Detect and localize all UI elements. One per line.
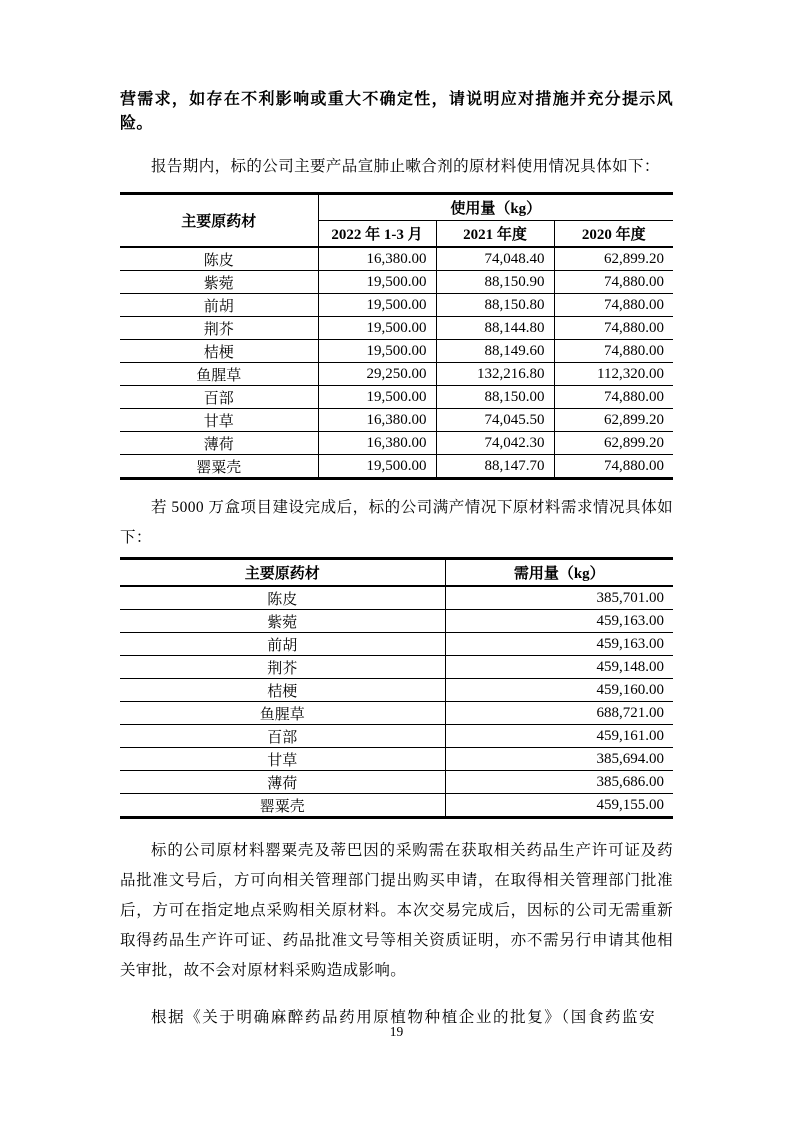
value-2021-cell: 88,144.80	[436, 317, 554, 340]
table-row	[120, 702, 673, 725]
value-2022-cell: 19,500.00	[318, 317, 436, 340]
value-2022-cell: 19,500.00	[318, 340, 436, 363]
demand-value-cell: 385,686.00	[445, 771, 673, 794]
material-cell: 薄荷	[120, 432, 318, 455]
intro-paragraph: 报告期内，标的公司主要产品宣肺止嗽合剂的原材料使用情况具体如下：	[151, 158, 660, 175]
demand-value-cell: 459,155.00	[445, 794, 673, 818]
usage-header-row-1	[120, 194, 673, 221]
material-cell: 荆芥	[120, 656, 445, 679]
value-2021-cell: 74,042.30	[436, 432, 554, 455]
table-row	[120, 432, 673, 455]
table-row	[120, 409, 673, 432]
usage-table-header	[120, 194, 673, 248]
material-cell: 桔梗	[120, 679, 445, 702]
value-2021-cell: 88,150.00	[436, 386, 554, 409]
table-row	[120, 247, 673, 271]
value-2020-cell: 74,880.00	[554, 340, 673, 363]
table-row	[120, 748, 673, 771]
usage-amount-header: 使用量（kg）	[318, 194, 673, 221]
table-row	[120, 363, 673, 386]
value-2021-cell: 74,045.50	[436, 409, 554, 432]
value-2020-cell: 62,899.20	[554, 432, 673, 455]
table-row	[120, 386, 673, 409]
procurement-paragraph: 标的公司原材料罂粟壳及蒂巴因的采购需在获取相关药品生产许可证及药品批准文号后，方可向相关管理部门提出购买申请，在取得相关管理部门批准后，方可在指定地点采购相关原材料。本次交易完成后，因标的公司无需重新取得药品生产许可证、药品批准文号等相关资质证明，亦不需另行申请其他相关审批，故不会对原材料采购造成影响。	[120, 842, 673, 979]
demand-value-cell: 459,161.00	[445, 725, 673, 748]
material-column-header: 主要原药材	[181, 214, 257, 230]
page-number: 19	[389, 1024, 404, 1039]
material-cell: 百部	[120, 725, 445, 748]
material-column-header: 主要原药材	[244, 566, 320, 582]
value-2021-cell: 88,149.60	[436, 340, 554, 363]
material-cell: 鱼腥草	[120, 702, 445, 725]
material-cell: 甘草	[120, 409, 318, 432]
value-2021-cell: 88,150.80	[436, 294, 554, 317]
heading-continuation-text: 营需求，如存在不利影响或重大不确定性，请说明应对措施并充分提示风险。	[120, 91, 673, 132]
table-row	[120, 271, 673, 294]
table-row	[120, 455, 673, 479]
page-content	[120, 0, 673, 1033]
material-cell: 陈皮	[120, 247, 318, 271]
demand-value-cell: 459,163.00	[445, 633, 673, 656]
table-row	[120, 794, 673, 818]
material-cell: 罂粟壳	[120, 455, 318, 479]
period-2020-header: 2020 年度	[554, 221, 673, 248]
value-2022-cell: 19,500.00	[318, 271, 436, 294]
material-cell: 罂粟壳	[120, 794, 445, 818]
demand-value-cell: 459,160.00	[445, 679, 673, 702]
table-row	[120, 725, 673, 748]
value-2020-cell: 74,880.00	[554, 455, 673, 479]
period-2021-header: 2021 年度	[436, 221, 554, 248]
table-row	[120, 679, 673, 702]
material-cell: 百部	[120, 386, 318, 409]
demand-value-cell: 459,148.00	[445, 656, 673, 679]
table-row	[120, 340, 673, 363]
value-2022-cell: 19,500.00	[318, 294, 436, 317]
demand-value-cell: 385,701.00	[445, 586, 673, 610]
value-2021-cell: 88,150.90	[436, 271, 554, 294]
demand-table-header	[120, 559, 673, 587]
material-cell: 鱼腥草	[120, 363, 318, 386]
table-row	[120, 633, 673, 656]
material-cell: 紫菀	[120, 271, 318, 294]
value-2022-cell: 16,380.00	[318, 432, 436, 455]
table-row	[120, 610, 673, 633]
table-row	[120, 317, 673, 340]
demand-value-cell: 459,163.00	[445, 610, 673, 633]
material-cell: 前胡	[120, 633, 445, 656]
table-row	[120, 586, 673, 610]
demand-value-cell: 688,721.00	[445, 702, 673, 725]
material-cell: 薄荷	[120, 771, 445, 794]
material-cell: 陈皮	[120, 586, 445, 610]
material-cell: 前胡	[120, 294, 318, 317]
value-2020-cell: 74,880.00	[554, 317, 673, 340]
value-2020-cell: 74,880.00	[554, 271, 673, 294]
value-2020-cell: 74,880.00	[554, 294, 673, 317]
value-2020-cell: 112,320.00	[554, 363, 673, 386]
value-2020-cell: 62,899.20	[554, 409, 673, 432]
material-cell: 紫菀	[120, 610, 445, 633]
period-2022-header: 2022 年 1-3 月	[318, 221, 436, 248]
table-row	[120, 294, 673, 317]
material-cell: 甘草	[120, 748, 445, 771]
material-cell: 荆芥	[120, 317, 318, 340]
value-2021-cell: 74,048.40	[436, 247, 554, 271]
raw-material-demand-table	[120, 557, 673, 819]
value-2022-cell: 19,500.00	[318, 386, 436, 409]
value-2022-cell: 29,250.00	[318, 363, 436, 386]
value-2021-cell: 132,216.80	[436, 363, 554, 386]
value-2022-cell: 19,500.00	[318, 455, 436, 479]
value-2020-cell: 62,899.20	[554, 247, 673, 271]
table-row	[120, 656, 673, 679]
value-2021-cell: 88,147.70	[436, 455, 554, 479]
value-2020-cell: 74,880.00	[554, 386, 673, 409]
value-2022-cell: 16,380.00	[318, 247, 436, 271]
approval-paragraph: 根据《关于明确麻醉药品药用原植物种植企业的批复》（国食药监安	[151, 1009, 657, 1026]
usage-table-body	[120, 247, 673, 479]
demand-value-cell: 385,694.00	[445, 748, 673, 771]
demand-amount-header: 需用量（kg）	[445, 559, 673, 587]
table-row	[120, 771, 673, 794]
demand-table-body	[120, 586, 673, 818]
material-cell: 桔梗	[120, 340, 318, 363]
demand-header-row	[120, 559, 673, 587]
between-tables-paragraph: 若 5000 万盒项目建设完成后，标的公司满产情况下原材料需求情况具体如下：	[120, 499, 673, 546]
value-2022-cell: 16,380.00	[318, 409, 436, 432]
raw-material-usage-table	[120, 192, 673, 480]
